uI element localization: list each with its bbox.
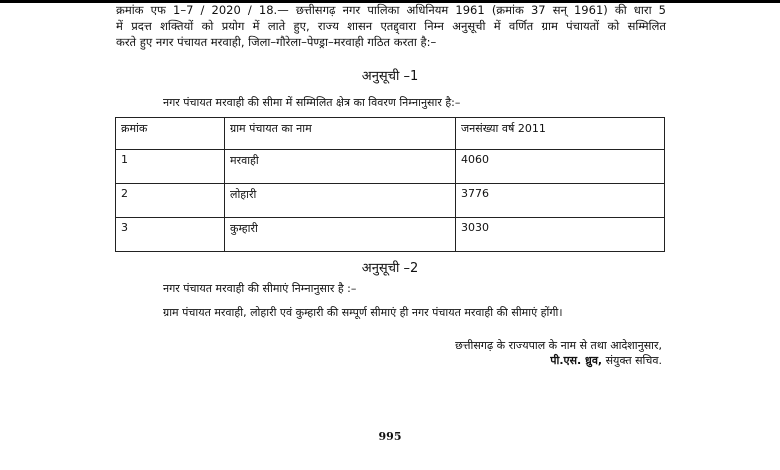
signatory-block xyxy=(550,353,662,368)
schedule-1-description: नगर पंचायत मरवाही की सीमा में सम्मिलित क्षेत्र का विवरण निम्नानुसार है:– xyxy=(163,96,461,109)
schedule-2-line-1: नगर पंचायत मरवाही की सीमाएं निम्नानुसार है :– xyxy=(163,282,357,295)
signatory-name: पी.एस. ध्रुव, xyxy=(550,354,603,367)
table-row xyxy=(116,218,665,252)
intro-line-2: में प्रदत्त शक्तियों को प्रयोग में लाते हुए, राज्य शासन एतद्द्वारा निम्न अनुसूची में वर्णित ग्राम पंचायतों को सम्मिलित xyxy=(116,19,666,33)
designation: संयुक्त सचिव. xyxy=(605,354,662,367)
cell-population: 4060 xyxy=(456,150,665,184)
cell-village-name: मरवाही xyxy=(225,150,456,184)
schedule-2-line-2: ग्राम पंचायत मरवाही, लोहारी एवं कुम्हारी की सम्पूर्ण सीमाएं ही नगर पंचायत मरवाही की सीमाएं होंगी। xyxy=(163,306,563,319)
cell-serial: 1 xyxy=(116,150,225,184)
cell-village-name: कुम्हारी xyxy=(225,218,456,252)
cell-population: 3776 xyxy=(456,184,665,218)
header-serial: क्रमांक xyxy=(116,118,225,150)
cell-serial: 2 xyxy=(116,184,225,218)
table-row xyxy=(116,184,665,218)
village-table xyxy=(115,117,665,252)
table-row xyxy=(116,150,665,184)
schedule-2-title: अनुसूची –2 xyxy=(361,261,419,276)
cell-village-name: लोहारी xyxy=(225,184,456,218)
header-population: जनसंख्या वर्ष 2011 xyxy=(456,118,665,150)
schedule-1-title: अनुसूची –1 xyxy=(361,69,419,84)
cell-serial: 3 xyxy=(116,218,225,252)
table-header-row xyxy=(116,118,665,150)
intro-line-1: क्रमांक एफ 1–7 / 2020 / 18.— छत्तीसगढ़ नगर पालिका अधिनियम 1961 (क्रमांक 37 सन् 1961) की धारा 5 xyxy=(116,3,666,17)
header-village-name: ग्राम पंचायत का नाम xyxy=(225,118,456,150)
cell-population: 3030 xyxy=(456,218,665,252)
order-line: छत्तीसगढ़ के राज्यपाल के नाम से तथा आदेशानुसार, xyxy=(455,339,662,352)
intro-line-3: करते हुए नगर पंचायत मरवाही, जिला–गौरेला–पेण्ड्रा–मरवाही गठित करता है:– xyxy=(116,35,437,49)
notification-intro xyxy=(116,2,666,50)
page-number: 995 xyxy=(378,430,402,443)
